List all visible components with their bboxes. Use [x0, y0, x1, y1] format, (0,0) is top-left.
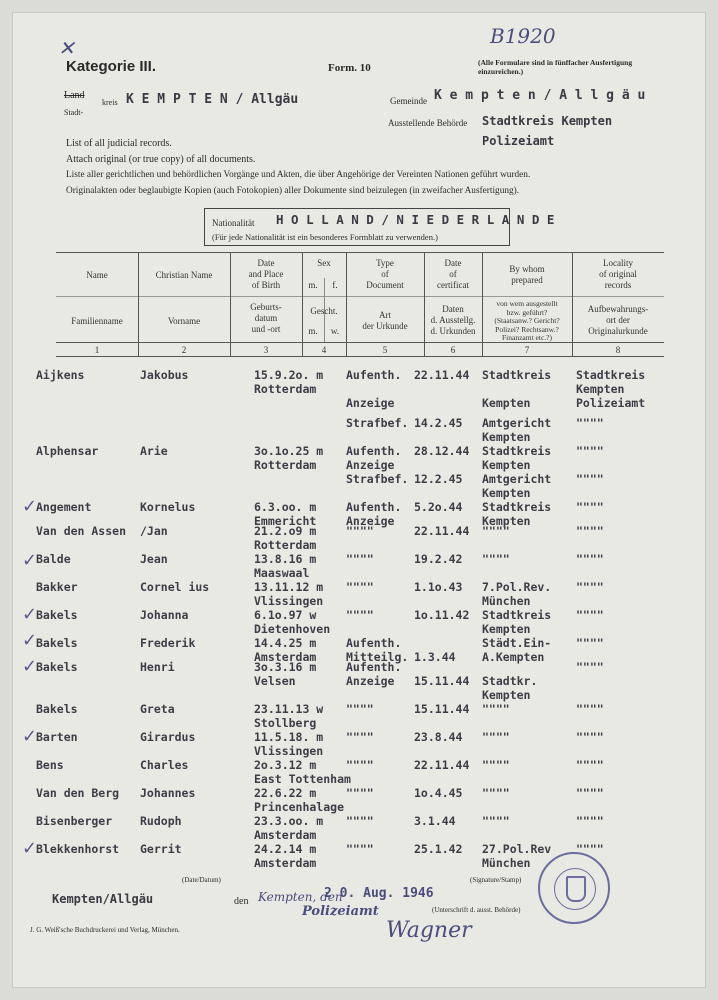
check-mark-icon: ✓ — [22, 496, 38, 517]
row-first-name: Henri — [140, 660, 175, 674]
row-doc-type: Anzeige — [346, 396, 395, 410]
official-seal — [538, 852, 610, 924]
row-birth: 13.11.12 m — [254, 580, 324, 594]
row-locality: """" — [576, 660, 604, 674]
row-doc-type: """" — [346, 524, 374, 538]
col3-en-3: of Birth — [251, 280, 281, 290]
row-prepared-by: Stadtkreis — [482, 368, 552, 382]
row-surname: Bakels — [36, 608, 78, 622]
col4-de: Gescht. — [310, 306, 338, 316]
row-surname: Balde — [36, 552, 71, 566]
row-locality: """" — [576, 814, 604, 828]
col6-en — [424, 258, 482, 291]
col-number-7: 7 — [524, 345, 530, 355]
row-doc-date: 19.2.42 — [414, 552, 463, 566]
row-prepared-by: Kempten — [482, 688, 531, 702]
row-prepared-by: Kempten — [482, 486, 531, 500]
row-birth: Rotterdam — [254, 538, 317, 552]
col-divider-1 — [138, 252, 139, 356]
row-prepared-by: Stadtkreis — [482, 500, 552, 514]
row-surname: Van den Assen — [36, 524, 127, 538]
row-doc-type: """" — [346, 608, 374, 622]
col2-en: Christian Name — [155, 270, 213, 280]
row-prepared-by: Amtgericht — [482, 472, 552, 486]
row-prepared-by: """" — [482, 758, 510, 772]
row-doc-date: 12.2.45 — [414, 472, 463, 486]
row-locality: """" — [576, 416, 604, 430]
row-birth: 11.5.18. m — [254, 730, 324, 744]
check-mark-icon: ✓ — [22, 630, 38, 651]
col4-en: Sex — [317, 258, 331, 268]
row-birth: 2o.3.12 m — [254, 758, 317, 772]
row-surname: Blekkenhorst — [36, 842, 120, 856]
row-first-name: Jean — [140, 552, 168, 566]
row-doc-date: 3.1.44 — [414, 814, 456, 828]
col8-en — [572, 258, 664, 291]
row-birth: 23.11.13 w — [254, 702, 324, 716]
row-doc-type: """" — [346, 702, 374, 716]
gemeinde-value: K e m p t e n / A l l g ä u — [434, 88, 646, 103]
row-doc-date: 15.11.44 — [414, 674, 470, 688]
row-prepared-by: Kempten — [482, 396, 531, 410]
row-prepared-by: 27.Pol.Rev — [482, 842, 552, 856]
row-birth: 21.2.o9 m — [254, 524, 317, 538]
col1-de: Familienname — [71, 316, 123, 326]
col7-de-4: Polizei? Rechtsanw.? — [495, 324, 559, 334]
col-number-6: 6 — [450, 345, 456, 355]
check-mark-icon: ✓ — [22, 550, 38, 571]
row-prepared-by: München — [482, 594, 531, 608]
signature-caption: (Signature/Stamp) — [470, 876, 522, 884]
nationality-label: Nationalität — [212, 218, 255, 228]
row-doc-type: Aufenth. — [346, 500, 402, 514]
col7-en-2: prepared — [511, 275, 543, 285]
row-prepared-by: """" — [482, 814, 510, 828]
row-birth: 6.1o.97 w — [254, 608, 317, 622]
row-first-name: Johanna — [140, 608, 189, 622]
col8-de-1: Aufbewahrungs- — [587, 304, 649, 314]
land-struck: Land — [64, 90, 85, 101]
col6-en-3: certificat — [437, 280, 469, 290]
row-doc-type: """" — [346, 730, 374, 744]
row-first-name: Charles — [140, 758, 189, 772]
row-birth: 14.4.25 m — [254, 636, 317, 650]
gemeinde-label: Gemeinde — [390, 96, 427, 106]
row-prepared-by: """" — [482, 702, 510, 716]
col5-de — [346, 310, 424, 332]
nationality-note: (Für jede Nationalität ist ein besonderes Formblatt zu verwenden.) — [212, 232, 438, 242]
col6-en-2: of — [449, 269, 457, 279]
row-prepared-by: Stadtkreis — [482, 608, 552, 622]
stamp-date: 2 0. Aug. 1946 — [324, 886, 434, 901]
col7-de-3: (Staatsanw.? Gericht? — [494, 316, 560, 325]
row-doc-date: 23.8.44 — [414, 730, 463, 744]
row-doc-type: """" — [346, 758, 374, 772]
instruction-4: Originalakten oder beglaubigte Kopien (auch Fotokopien) aller Dokumente sind beizulegen (in zweifacher Ausfertigung). — [66, 186, 520, 196]
row-prepared-by: """" — [482, 786, 510, 800]
row-doc-date: 15.11.44 — [414, 702, 470, 716]
col5-de-1: Art — [379, 310, 391, 320]
row-locality: """" — [576, 552, 604, 566]
row-prepared-by: Kempten — [482, 514, 531, 528]
stadt-label: Stadt- — [64, 108, 84, 117]
col4-dm: m. — [308, 326, 318, 336]
col4-f: f. — [332, 280, 338, 290]
row-birth: 3o.1o.25 m — [254, 444, 324, 458]
row-birth: Amsterdam — [254, 828, 317, 842]
row-birth: Emmericht — [254, 514, 317, 528]
row-doc-date: 1.1o.43 — [414, 580, 463, 594]
check-mark-icon: ✓ — [22, 726, 38, 747]
row-prepared-by: """" — [482, 730, 510, 744]
col5-en-2: of — [381, 269, 389, 279]
row-locality: """" — [576, 500, 604, 514]
row-surname: Alphensar — [36, 444, 99, 458]
row-birth: Amsterdam — [254, 650, 317, 664]
row-locality: """" — [576, 786, 604, 800]
row-surname: Bakels — [36, 636, 78, 650]
row-doc-type: """" — [346, 786, 374, 800]
kreis-label: kreis — [102, 98, 118, 107]
row-doc-date: 22.11.44 — [414, 758, 470, 772]
signature: Wagner — [386, 918, 472, 943]
row-doc-type: """" — [346, 814, 374, 828]
col5-en-1: Type — [376, 258, 394, 268]
copies-note: (Alle Formulare sind in fünffacher Ausfertigung einzureichen.) — [478, 58, 633, 76]
row-prepared-by: Stadtkr. — [482, 674, 538, 688]
row-first-name: Kornelus — [140, 500, 196, 514]
col-number-4: 4 — [321, 345, 327, 355]
row-prepared-by: Städt.Ein- — [482, 636, 552, 650]
check-mark-icon: ✓ — [22, 838, 38, 859]
footer-place: Kempten/Allgäu — [52, 892, 154, 906]
check-mark-icon: ✓ — [22, 604, 38, 625]
row-birth: 15.9.2o. m — [254, 368, 324, 382]
row-prepared-by: Amtgericht — [482, 416, 552, 430]
row-first-name: Frederik — [140, 636, 196, 650]
footer-den: den — [234, 896, 249, 907]
col3-de-2: datum — [254, 313, 278, 323]
row-doc-date: 5.2o.44 — [414, 500, 463, 514]
row-birth: Amsterdam — [254, 856, 317, 870]
printer-imprint: J. G. Weiß'sche Buchdruckerei und Verlag, München. — [30, 926, 180, 934]
row-doc-type: Aufenth. — [346, 660, 402, 674]
row-prepared-by: Kempten — [482, 458, 531, 472]
behoerde-value: Stadtkreis Kempten — [482, 114, 613, 128]
col2-de: Vorname — [167, 316, 201, 326]
row-locality: Kempten — [576, 382, 625, 396]
row-locality: """" — [576, 608, 604, 622]
col3-de — [230, 302, 302, 335]
row-locality: """" — [576, 472, 604, 486]
col7-en-1: By whom — [509, 264, 545, 274]
col-number-5: 5 — [382, 345, 388, 355]
behoerde-value-2: Polizeiamt — [482, 134, 555, 148]
row-birth: Dietenhoven — [254, 622, 331, 636]
row-doc-type: Aufenth. — [346, 368, 402, 382]
col8-en-2: of original — [599, 269, 637, 279]
col3-de-3: und -ort — [251, 324, 281, 334]
row-birth: Maaswaal — [254, 566, 310, 580]
row-prepared-by: Stadtkreis — [482, 444, 552, 458]
row-surname: Bens — [36, 758, 64, 772]
col6-de-1: Daten — [442, 304, 464, 314]
col8-de — [572, 304, 664, 337]
col5-en-3: Document — [366, 280, 404, 290]
col-number-1: 1 — [94, 345, 100, 355]
row-doc-date: 1.3.44 — [414, 650, 456, 664]
row-prepared-by: 7.Pol.Rev. — [482, 580, 552, 594]
row-prepared-by: Kempten — [482, 622, 531, 636]
row-birth: Vlissingen — [254, 744, 324, 758]
row-doc-type: """" — [346, 842, 374, 856]
row-first-name: Greta — [140, 702, 175, 716]
row-doc-type: Anzeige — [346, 674, 395, 688]
col6-de-2: d. Ausstellg. — [430, 315, 476, 325]
col-number-2: 2 — [181, 345, 187, 355]
table-header-bottom — [56, 356, 664, 357]
coat-of-arms-icon — [566, 876, 586, 902]
col7-de — [482, 300, 572, 343]
row-doc-type: Strafbef. — [346, 472, 409, 486]
row-doc-date: 22.11.44 — [414, 368, 470, 382]
row-surname: Aijkens — [36, 368, 85, 382]
row-doc-type: Anzeige — [346, 514, 395, 528]
row-doc-type: """" — [346, 580, 374, 594]
instruction-2: Attach original (or true copy) of all documents. — [66, 154, 256, 165]
row-locality: """" — [576, 702, 604, 716]
row-birth: Vlissingen — [254, 594, 324, 608]
unterschrift-caption: (Unterschrift d. ausst. Behörde) — [432, 906, 521, 914]
stamp-office: Polizeiamt — [302, 904, 379, 919]
col6-de — [424, 304, 482, 337]
row-prepared-by: """" — [482, 552, 510, 566]
row-first-name: /Jan — [140, 524, 168, 538]
col-number-3: 3 — [263, 345, 269, 355]
row-locality: """" — [576, 444, 604, 458]
row-locality: """" — [576, 636, 604, 650]
row-birth: 22.6.22 m — [254, 786, 317, 800]
row-prepared-by: Kempten — [482, 430, 531, 444]
col-number-8: 8 — [615, 345, 621, 355]
row-prepared-by: A.Kempten — [482, 650, 545, 664]
row-birth: 24.2.14 m — [254, 842, 317, 856]
row-first-name: Arie — [140, 444, 168, 458]
row-doc-date: 25.1.42 — [414, 842, 463, 856]
col8-en-1: Locality — [603, 258, 633, 268]
row-first-name: Johannes — [140, 786, 196, 800]
col7-de-2: bzw. geführt? — [506, 307, 548, 317]
row-locality: Polizeiamt — [576, 396, 646, 410]
row-first-name: Rudoph — [140, 814, 182, 828]
row-surname: Barten — [36, 730, 78, 744]
kategorie-title: Kategorie III. — [66, 58, 157, 75]
row-birth: 6.3.oo. m — [254, 500, 317, 514]
col7-de-1: von wem ausgestellt — [496, 299, 558, 308]
row-doc-type: Strafbef. — [346, 416, 409, 430]
row-birth: 23.3.oo. m — [254, 814, 324, 828]
row-surname: Bakels — [36, 702, 78, 716]
row-doc-type: Aufenth. — [346, 444, 402, 458]
row-first-name: Cornel ius — [140, 580, 210, 594]
row-doc-type: Aufenth. — [346, 636, 402, 650]
row-doc-type: Anzeige — [346, 458, 395, 472]
row-surname: Bakels — [36, 660, 78, 674]
row-locality: """" — [576, 730, 604, 744]
col5-en — [346, 258, 424, 291]
nationality-value: H O L L A N D / N I E D E R L A N D E — [276, 212, 555, 227]
row-doc-date: 1o.4.45 — [414, 786, 463, 800]
kreis-value: K E M P T E N / Allgäu — [126, 92, 299, 107]
row-prepared-by: """" — [482, 524, 510, 538]
row-doc-date: 1o.11.42 — [414, 608, 470, 622]
row-doc-date: 14.2.45 — [414, 416, 463, 430]
col3-de-1: Geburts- — [250, 302, 282, 312]
col6-de-3: d. Urkunden — [430, 326, 476, 336]
form-number: Form. 10 — [328, 62, 371, 74]
row-surname: Van den Berg — [36, 786, 120, 800]
col4-m: m. — [308, 280, 318, 290]
handwritten-number: B1920 — [490, 24, 556, 48]
behoerde-label: Ausstellende Behörde — [388, 118, 468, 128]
row-locality: """" — [576, 580, 604, 594]
stamp-place: Kempten, den — [258, 890, 343, 904]
row-first-name: Gerrit — [140, 842, 182, 856]
row-doc-type: """" — [346, 552, 374, 566]
col3-en-1: Date — [257, 258, 275, 268]
col8-de-2: ort der — [606, 315, 630, 325]
row-surname: Bakker — [36, 580, 78, 594]
row-prepared-by: München — [482, 856, 531, 870]
col8-de-3: Originalurkunde — [588, 326, 648, 336]
row-birth: 3o.3.16 m — [254, 660, 317, 674]
col7-en — [482, 264, 572, 286]
row-doc-type: Mitteilg. — [346, 650, 409, 664]
row-birth: Rotterdam — [254, 458, 317, 472]
row-locality: """" — [576, 842, 604, 856]
star-mark-icon: ✕ — [58, 36, 75, 60]
row-locality: """" — [576, 524, 604, 538]
instruction-1: List of all judicial records. — [66, 138, 172, 149]
col7-de-5: Finanzamt etc.?) — [502, 333, 552, 342]
instruction-3: Liste aller gerichtlichen und behördlichen Vorgänge und Akten, die über Angehörige der Vereinten Nationen geführt wurden. — [66, 170, 531, 180]
row-birth: 13.8.16 m — [254, 552, 317, 566]
row-locality: """" — [576, 758, 604, 772]
col6-en-1: Date — [444, 258, 462, 268]
row-birth: East Tottenham — [254, 772, 351, 786]
row-birth: Stollberg — [254, 716, 317, 730]
row-birth: Princenhalage — [254, 800, 345, 814]
row-doc-date: 28.12.44 — [414, 444, 470, 458]
row-first-name: Girardus — [140, 730, 196, 744]
row-birth: Rotterdam — [254, 382, 317, 396]
col8-en-3: records — [604, 280, 632, 290]
row-locality: Stadtkreis — [576, 368, 646, 382]
row-birth: Velsen — [254, 674, 296, 688]
row-surname: Bisenberger — [36, 814, 113, 828]
col4-dw: w. — [330, 326, 340, 336]
row-doc-date: 22.11.44 — [414, 524, 470, 538]
col3-en-2: and Place — [248, 269, 284, 279]
row-surname: Angement — [36, 500, 92, 514]
date-caption: (Date/Datum) — [182, 876, 221, 884]
col3-en — [230, 258, 302, 291]
row-first-name: Jakobus — [140, 368, 189, 382]
col5-de-2: der Urkunde — [362, 321, 408, 331]
col1-en: Name — [86, 270, 108, 280]
check-mark-icon: ✓ — [22, 656, 38, 677]
